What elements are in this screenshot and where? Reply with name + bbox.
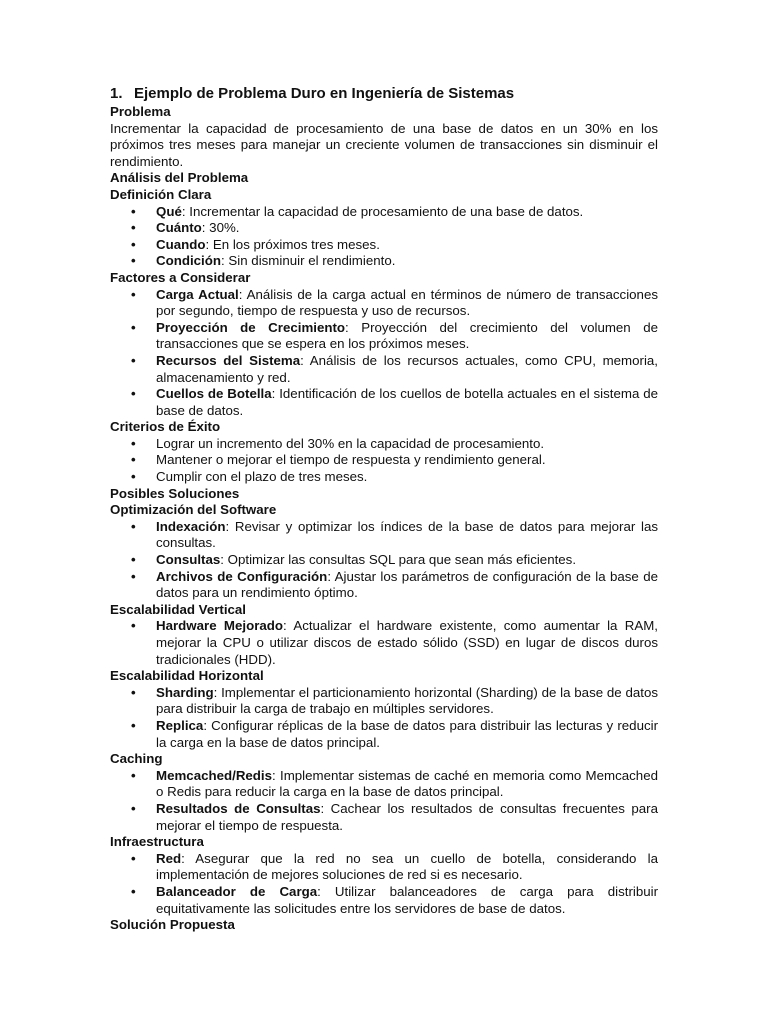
caching-list <box>110 768 658 834</box>
list-item: • Cumplir con el plazo de tres meses. <box>110 469 658 486</box>
item-desc: : En los próximos tres meses. <box>205 236 380 252</box>
list-item <box>110 851 658 884</box>
list-item <box>110 768 658 801</box>
item-term: Replica <box>156 717 204 733</box>
list-item <box>110 386 658 419</box>
section-title <box>110 84 658 104</box>
heading-analisis: Análisis del Problema <box>110 170 249 186</box>
item-desc: : Incrementar la capacidad de procesamiento de una base de datos. <box>181 203 584 219</box>
list-item <box>110 801 658 834</box>
list-item <box>110 220 658 237</box>
heading-criterios: Criterios de Éxito <box>110 419 221 435</box>
heading-problema: Problema <box>110 104 171 119</box>
criterios-list <box>110 436 658 486</box>
item-desc: : Proyección del crecimiento del volumen de transacciones que se espera en los próximos meses. <box>156 319 658 352</box>
list-item <box>110 685 658 718</box>
item-desc: : 30%. <box>201 220 240 236</box>
item-desc: : Revisar y optimizar los índices de la base de datos para mejorar las consultas. <box>156 518 658 551</box>
item-desc: : Análisis de los recursos actuales, como CPU, memoria, almacenamiento y red. <box>156 352 658 385</box>
heading-infraestructura: Infraestructura <box>110 834 204 850</box>
item-desc: : Cachear los resultados de consultas frecuentes para mejorar el tiempo de respuesta. <box>156 800 658 833</box>
list-item <box>110 237 658 254</box>
list-item <box>110 718 658 751</box>
item-desc: : Asegurar que la red no sea un cuello de botella, considerando la implementación de mejores soluciones de red si es necesario. <box>156 850 658 883</box>
heading-horizontal: Escalabilidad Horizontal <box>110 668 264 684</box>
item-desc: : Sin disminuir el rendimiento. <box>221 253 396 269</box>
item-term: Condición <box>156 253 221 269</box>
list-item <box>110 519 658 552</box>
item-term: Memcached/Redis <box>156 767 273 783</box>
item-term: Cuando <box>156 236 206 252</box>
heading-solucion: Solución Propuesta <box>110 917 235 933</box>
list-item <box>110 569 658 602</box>
item-term: Recursos del Sistema <box>156 352 301 368</box>
list-item <box>110 353 658 386</box>
optimizacion-list <box>110 519 658 602</box>
heading-posibles: Posibles Soluciones <box>110 485 240 501</box>
problema-text: Incrementar la capacidad de procesamiento de una base de datos en un 30% en los próximos tres meses para manejar un creciente volumen de transacciones sin disminuir el rendimiento. <box>110 120 658 169</box>
infraestructura-list <box>110 851 658 917</box>
item-term: Carga Actual <box>156 286 239 302</box>
item-term: Red <box>156 850 182 866</box>
item-desc: : Identificación de los cuellos de botella actuales en el sistema de base de datos. <box>156 386 659 418</box>
list-item <box>110 884 658 917</box>
item-term: Resultados de Consultas <box>156 800 321 816</box>
list-item <box>110 287 658 320</box>
section-number: 1. <box>110 85 123 102</box>
list-item <box>110 320 658 353</box>
heading-vertical: Escalabilidad Vertical <box>110 601 246 617</box>
item-term: Indexación <box>156 518 226 534</box>
item-term: Qué <box>156 203 182 219</box>
list-item: • Mantener o mejorar el tiempo de respuesta y rendimiento general. <box>110 452 658 469</box>
item-desc: : Ajustar los parámetros de configuración de la base de datos para un rendimiento óptimo. <box>156 568 658 601</box>
list-item <box>110 253 658 270</box>
vertical-list <box>110 618 658 668</box>
list-item <box>110 204 658 221</box>
item-term: Cuellos de Botella <box>156 386 272 402</box>
item-desc: : Actualizar el hardware existente, como aumentar la RAM, mejorar la CPU o utilizar discos de estado sólido (SSD) en lugar de discos duros tradicionales (HDD). <box>156 618 659 667</box>
list-item: • Lograr un incremento del 30% en la capacidad de procesamiento. <box>110 436 658 453</box>
heading-factores: Factores a Considerar <box>110 269 251 285</box>
horizontal-list <box>110 685 658 751</box>
heading-caching: Caching <box>110 751 163 767</box>
item-desc: : Optimizar las consultas SQL para que sean más eficientes. <box>220 552 577 568</box>
item-term: Sharding <box>156 684 214 700</box>
list-item <box>110 618 658 668</box>
heading-definicion: Definición Clara <box>110 186 212 202</box>
section-title-text: Ejemplo de Problema Duro en Ingeniería de Sistemas <box>134 85 515 102</box>
item-term: Hardware Mejorado <box>156 618 284 634</box>
factores-list <box>110 287 658 420</box>
item-term: Proyección de Crecimiento <box>156 319 346 335</box>
item-term: Consultas <box>156 552 221 568</box>
item-desc: : Configurar réplicas de la base de datos para distribuir las lecturas y reducir la carga en la base de datos principal. <box>156 717 658 750</box>
item-desc: : Implementar el particionamiento horizontal (Sharding) de la base de datos para distribuir la carga de trabajo en múltiples servidores. <box>156 684 658 717</box>
definicion-list <box>110 204 658 270</box>
heading-optimizacion: Optimización del Software <box>110 502 277 518</box>
item-term: Archivos de Configuración <box>156 568 328 584</box>
item-term: Cuánto <box>156 220 202 236</box>
list-item <box>110 552 658 569</box>
item-desc: : Implementar sistemas de caché en memoria como Memcached o Redis para reducir la carga en la base de datos principal. <box>156 767 658 800</box>
item-term: Balanceador de Carga <box>156 883 318 899</box>
item-desc: : Análisis de la carga actual en términos de número de transacciones por segundo, tiempo de respuesta y uso de recursos. <box>156 286 658 319</box>
item-desc: : Utilizar balanceadores de carga para distribuir equitativamente las solicitudes entre los servidores de base de datos. <box>156 883 658 916</box>
